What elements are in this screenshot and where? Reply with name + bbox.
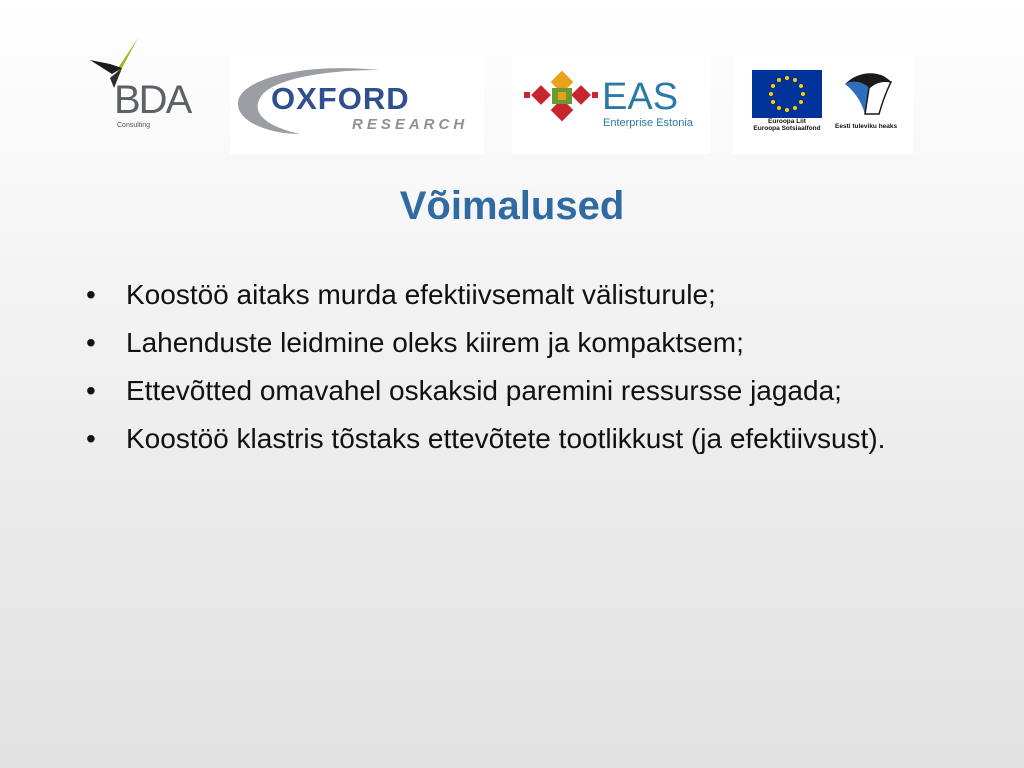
bullet-text: Ettevõtted omavahel oskaksid paremini ressursse jagada; [126, 375, 842, 406]
bullet-text: Lahenduste leidmine oleks kiirem ja kompaktsem; [126, 327, 744, 358]
bullet-text: Koostöö klastris tõstaks ettevõtete tootlikkust (ja efektiivsust). [126, 423, 886, 454]
estonian-flag-icon [839, 70, 899, 120]
oxford-wordmark: OXFORD [271, 81, 410, 116]
estonia-caption: Eesti tuleviku heaks [835, 123, 898, 130]
ornament-icon [512, 56, 602, 154]
eu-social-fund-logo [733, 56, 913, 154]
list-item [86, 374, 936, 408]
bullet-icon: • [86, 423, 96, 454]
list-item [86, 422, 936, 456]
eu-caption-line1: Euroopa Liit [768, 118, 806, 125]
list-item [86, 326, 936, 360]
eu-caption-line2: Euroopa Sotsiaalfond [753, 125, 821, 132]
eas-wordmark: EAS [602, 76, 679, 118]
bullet-icon: • [86, 327, 96, 358]
bullet-list [86, 278, 936, 470]
bullet-text: Koostöö aitaks murda efektiivsemalt välisturule; [126, 279, 716, 310]
eu-caption [747, 118, 827, 132]
list-item [86, 278, 936, 312]
bda-subtitle: Consulting [117, 122, 151, 129]
eas-subtitle: Enterprise Estonia [603, 117, 693, 129]
bda-consulting-logo [84, 38, 191, 136]
bullet-icon: • [86, 375, 96, 406]
oxford-subtitle: RESEARCH [352, 116, 469, 133]
oxford-research-logo [230, 56, 484, 154]
slide-title: Võimalused [399, 184, 625, 228]
bda-wordmark: BDA [114, 78, 191, 122]
eu-flag-icon [752, 70, 822, 118]
eas-logo [512, 56, 710, 154]
bullet-icon: • [86, 279, 96, 310]
